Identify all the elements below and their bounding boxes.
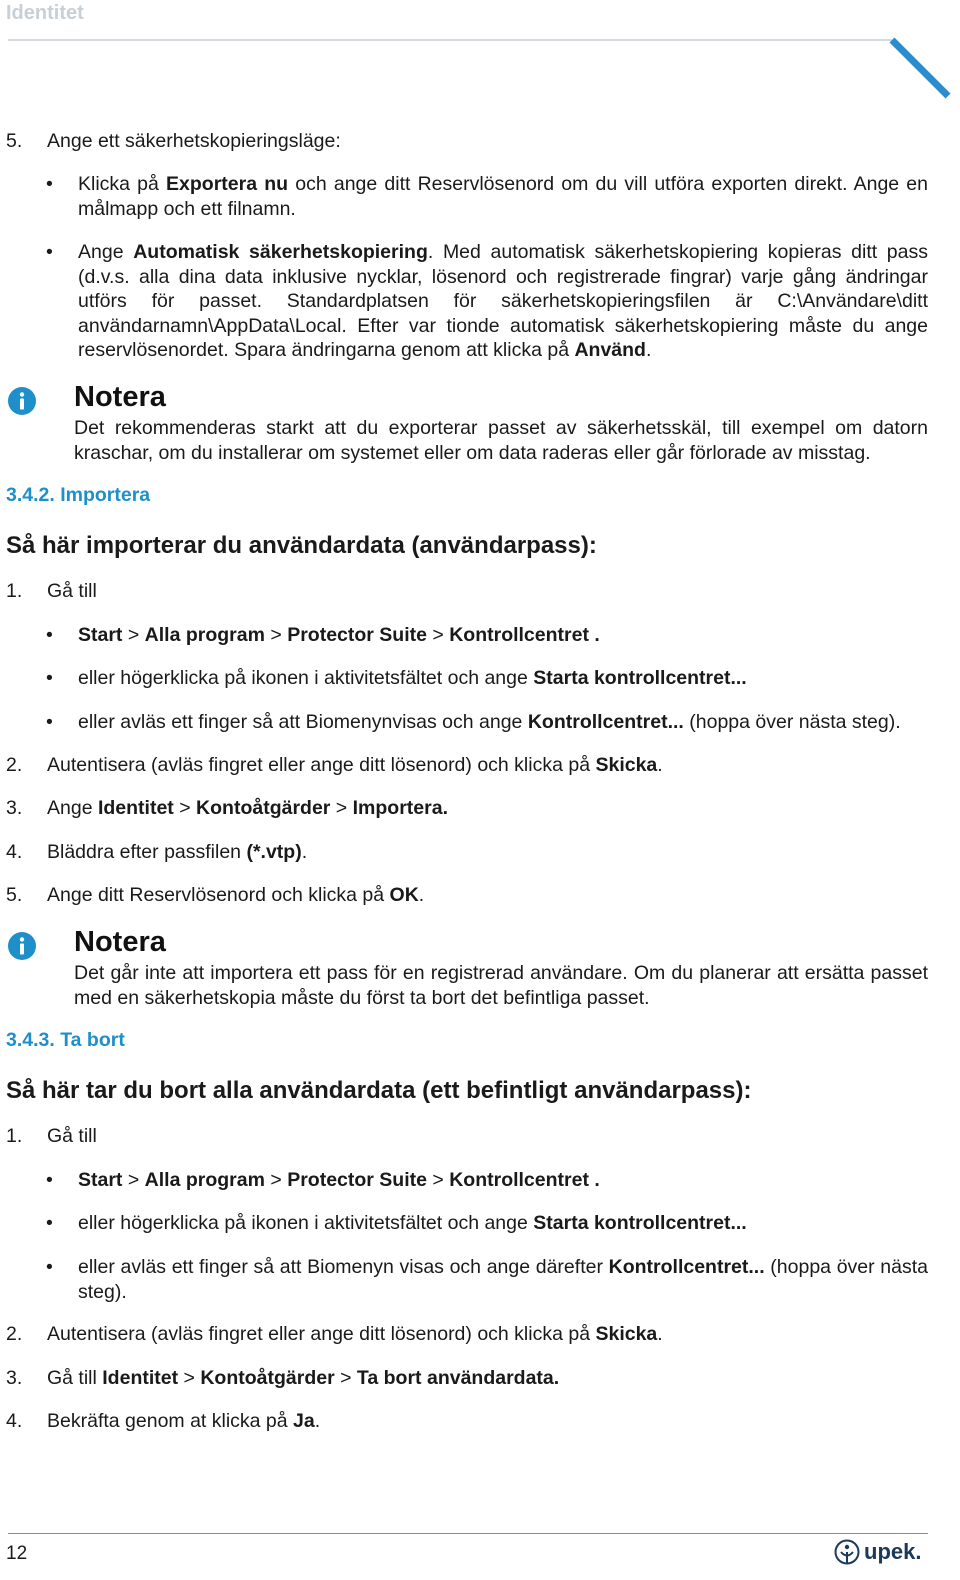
note-title: Notera — [74, 926, 166, 958]
bullet-marker: • — [46, 1212, 53, 1234]
step-number: 5. — [6, 884, 23, 906]
section-heading: Så här importerar du användardata (användarpass): — [6, 532, 597, 559]
bullet-item: eller högerklicka på ikonen i aktivitetsfältet och ange Starta kontrollcentret... — [78, 1212, 747, 1234]
step-text: Ange ett säkerhetskopieringsläge: — [47, 130, 341, 152]
info-icon — [7, 386, 37, 416]
upek-logo-text: upek. — [864, 1539, 922, 1564]
bullet-item: eller högerklicka på ikonen i aktivitetsfältet och ange Starta kontrollcentret... — [78, 667, 747, 689]
bullet-item-export-now: Klicka på Exportera nu och ange ditt Reservlösenord om du vill utföra exporten direkt. Ange en målmapp och ett filnamn. — [78, 173, 928, 220]
step-number: 1. — [6, 1125, 23, 1147]
page-number: 12 — [6, 1543, 28, 1564]
bullet-marker: • — [46, 711, 53, 733]
step-number: 4. — [6, 841, 23, 863]
bullet-marker: • — [46, 624, 53, 646]
info-icon — [7, 931, 37, 961]
step-number: 5. — [6, 130, 23, 152]
upek-logo — [834, 1539, 921, 1565]
step-text: Gå till Identitet > Kontoåtgärder > Ta bort användardata. — [47, 1367, 560, 1389]
bullet-marker: • — [46, 241, 53, 263]
step-text: Ange Identitet > Kontoåtgärder > Importera. — [47, 797, 448, 819]
step-text: Bläddra efter passfilen (*.vtp). — [47, 841, 308, 863]
upek-logo-icon — [834, 1539, 860, 1565]
bullet-marker: • — [46, 1256, 53, 1278]
menu-path: Start > Alla program > Protector Suite > Kontrollcentret . — [78, 1169, 600, 1191]
bullet-marker: • — [46, 1169, 53, 1191]
section-heading: Så här tar du bort alla användardata (ett befintligt användarpass): — [6, 1077, 752, 1104]
step-text: Bekräfta genom at klicka på Ja. — [47, 1410, 321, 1432]
step-number: 2. — [6, 1323, 23, 1345]
step-text: Ange ditt Reservlösenord och klicka på OK. — [47, 884, 425, 906]
note-text: Det rekommenderas starkt att du exporterar passet av säkerhetsskäl, till exempel om datorn kraschar, om du installerar om systemet eller om data raderas eller går förlorade av misstag. — [74, 417, 928, 464]
header-rule — [8, 39, 892, 41]
step-text: Autentisera (avläs fingret eller ange ditt lösenord) och klicka på Skicka. — [47, 754, 663, 776]
step-number: 2. — [6, 754, 23, 776]
step-text: Gå till — [47, 1125, 97, 1147]
bullet-item: eller avläs ett finger så att Biomenynvisas och ange Kontrollcentret... (hoppa över nästa steg). — [78, 711, 901, 733]
step-number: 3. — [6, 1367, 23, 1389]
note-title: Notera — [74, 381, 166, 413]
step-text: Autentisera (avläs fingret eller ange ditt lösenord) och klicka på Skicka. — [47, 1323, 663, 1345]
menu-path: Start > Alla program > Protector Suite > Kontrollcentret . — [78, 624, 600, 646]
bullet-item-automatic-backup: Ange Automatisk säkerhetskopiering. Med automatisk säkerhetskopiering kopieras ditt pass (d.v.s. alla dina data inklusive nycklar, lösenord och registrerade fingrar) varje gång ändringar utförs för passet. Standardplatsen för säkerhetskopieringsfilen är C:\Användare\ditt användarnamn\AppData\Local. Efter var tionde automatisk säkerhetskopiering måste du ange reservlösenordet. Spara ändringarna genom att klicka på Använd. — [78, 241, 929, 361]
step-number: 4. — [6, 1410, 23, 1432]
step-text: Gå till — [47, 580, 97, 602]
section-number-ta-bort: 3.4.3. Ta bort — [6, 1029, 125, 1051]
footer-rule — [8, 1533, 928, 1534]
note-text: Det går inte att importera ett pass för en registrerad användare. Om du planerar att ersätta passet med en säkerhetskopia måste du först ta bort det befintliga passet. — [74, 962, 928, 1009]
bullet-marker: • — [46, 667, 53, 689]
step-number: 3. — [6, 797, 23, 819]
corner-accent-icon — [888, 36, 954, 102]
running-header-title: Identitet — [6, 2, 84, 24]
bullet-marker: • — [46, 173, 53, 195]
bullet-item: eller avläs ett finger så att Biomenyn visas och ange därefter Kontrollcentret... (hoppa över nästa steg). — [78, 1256, 928, 1303]
section-number-importera: 3.4.2. Importera — [6, 484, 151, 506]
step-number: 1. — [6, 580, 23, 602]
